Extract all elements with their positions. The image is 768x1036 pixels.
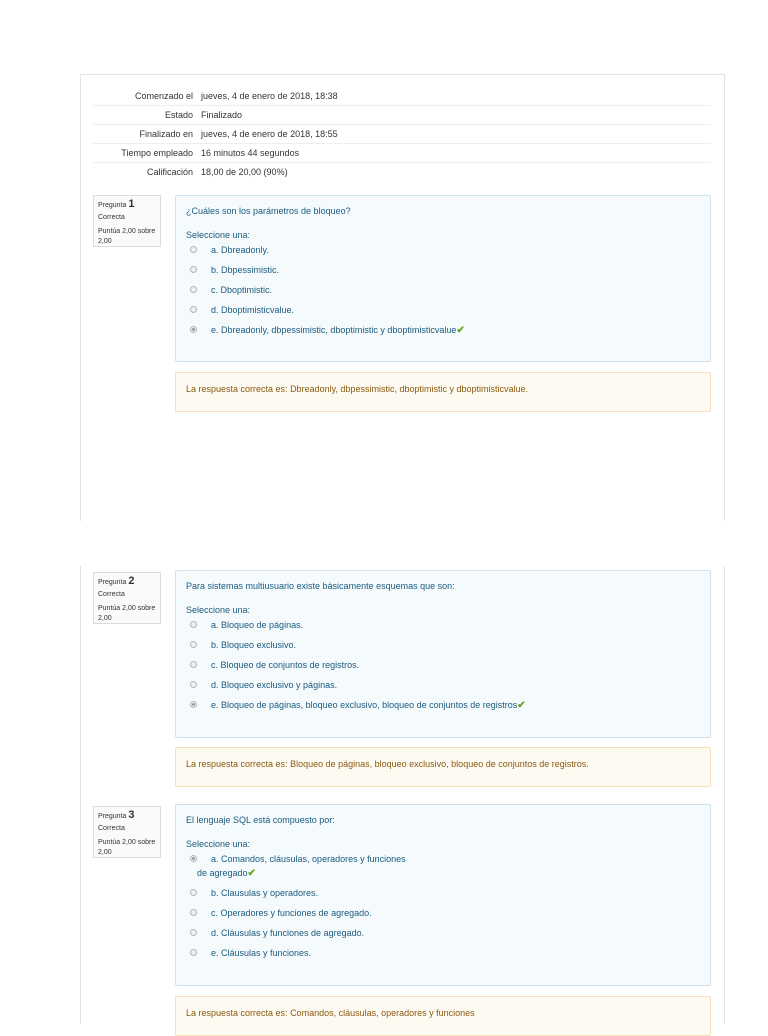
option-label: c. Operadores y funciones de agregado. (211, 908, 372, 918)
option-label: c. Bloqueo de conjuntos de registros. (211, 660, 360, 670)
summary-row-grade (93, 163, 711, 181)
summary-label: Estado (164, 110, 193, 120)
question-number: 3 (128, 809, 135, 821)
question-3-info (93, 806, 161, 858)
question-3-feedback (175, 996, 711, 1036)
question-3-box (175, 804, 711, 986)
answer-option-selected[interactable] (186, 853, 700, 887)
summary-row-time-taken (93, 144, 711, 163)
answer-option[interactable] (186, 264, 700, 284)
radio-button[interactable] (190, 306, 197, 313)
option-label: e. Bloqueo de páginas, bloqueo exclusivo, bloqueo de conjuntos de registros (211, 700, 518, 710)
summary-value: Finalizado (201, 110, 243, 120)
question-state: Correcta (98, 214, 125, 221)
correct-check-icon: ✔ (456, 325, 465, 336)
summary-row-started (93, 87, 711, 106)
radio-button[interactable] (190, 621, 197, 628)
radio-button[interactable] (190, 246, 197, 253)
radio-button[interactable] (190, 661, 197, 668)
summary-value: jueves, 4 de enero de 2018, 18:38 (201, 91, 338, 101)
radio-button[interactable] (190, 681, 197, 688)
answer-option[interactable] (186, 659, 700, 679)
page-2 (80, 566, 725, 1024)
answer-option[interactable] (186, 927, 700, 947)
radio-button[interactable] (190, 889, 197, 896)
summary-label: Calificación (146, 167, 193, 177)
answer-option[interactable] (186, 619, 700, 639)
answer-option[interactable] (186, 639, 700, 659)
question-text: ¿Cuáles son los parámetros de bloqueo? (186, 206, 351, 216)
radio-button-selected[interactable] (190, 326, 197, 333)
question-mark: Puntúa 2,00 sobre 2,00 (98, 839, 156, 856)
option-label: a. Comandos, cláusulas, operadores y funciones (211, 854, 406, 864)
summary-value: 18,00 de 20,00 (90%) (201, 167, 288, 177)
radio-button[interactable] (190, 286, 197, 293)
question-mark: Puntúa 2,00 sobre 2,00 (98, 605, 156, 622)
option-label: b. Dbpessimistic. (211, 265, 280, 275)
question-text: Para sistemas multiusuario existe básicamente esquemas que son: (186, 581, 455, 591)
answer-option[interactable] (186, 244, 700, 264)
feedback-answer: Dbreadonly, dbpessimistic, dboptimistic y dboptimisticvalue. (290, 384, 528, 394)
question-label: Pregunta (98, 813, 127, 820)
question-state: Correcta (98, 591, 125, 598)
feedback-answer: Comandos, cláusulas, operadores y funciones (290, 1008, 475, 1018)
summary-label: Comenzado el (134, 91, 193, 101)
option-label: b. Bloqueo exclusivo. (211, 640, 297, 650)
question-mark: Puntúa 2,00 sobre 2,00 (98, 228, 156, 245)
feedback-answer: Bloqueo de páginas, bloqueo exclusivo, bloqueo de conjuntos de registros. (290, 759, 589, 769)
answer-option[interactable] (186, 947, 700, 967)
answer-prompt: Seleccione una: (186, 605, 251, 615)
feedback-prefix: La respuesta correcta es: (186, 384, 291, 394)
summary-label: Finalizado en (139, 129, 193, 139)
radio-button[interactable] (190, 929, 197, 936)
question-state: Correcta (98, 825, 125, 832)
answer-option[interactable] (186, 284, 700, 304)
question-number: 2 (128, 575, 135, 587)
question-1-info (93, 195, 161, 247)
radio-button[interactable] (190, 909, 197, 916)
option-label: a. Dbreadonly. (211, 245, 269, 255)
answer-option[interactable] (186, 887, 700, 907)
answer-option-selected[interactable] (186, 324, 700, 344)
answer-option[interactable] (186, 304, 700, 324)
answer-option[interactable] (186, 907, 700, 927)
summary-value: 16 minutos 44 segundos (201, 148, 300, 158)
feedback-prefix: La respuesta correcta es: (186, 1008, 291, 1018)
radio-button[interactable] (190, 266, 197, 273)
summary-row-state (93, 106, 711, 125)
summary-row-finished (93, 125, 711, 144)
question-label: Pregunta (98, 579, 127, 586)
option-label: d. Dboptimisticvalue. (211, 305, 295, 315)
radio-button-selected[interactable] (190, 701, 197, 708)
option-label: b. Clausulas y operadores. (211, 888, 319, 898)
question-number: 1 (128, 198, 135, 210)
option-label: e. Cláusulas y funciones. (211, 948, 312, 958)
radio-button[interactable] (190, 641, 197, 648)
summary-label: Tiempo empleado (121, 148, 193, 158)
radio-button[interactable] (190, 949, 197, 956)
summary-value: jueves, 4 de enero de 2018, 18:55 (201, 129, 338, 139)
answer-prompt: Seleccione una: (186, 230, 251, 240)
question-2-info (93, 572, 161, 624)
answer-prompt: Seleccione una: (186, 839, 251, 849)
option-label: e. Dbreadonly, dbpessimistic, dboptimistic y dboptimisticvalue (211, 325, 457, 335)
option-label: d. Bloqueo exclusivo y páginas. (211, 680, 338, 690)
option-label-continuation: de agregado (197, 868, 248, 878)
answer-option-selected[interactable] (186, 699, 700, 719)
option-label: c. Dboptimistic. (211, 285, 273, 295)
question-1-feedback (175, 372, 711, 412)
option-label: a. Bloqueo de páginas. (211, 620, 304, 630)
attempt-summary-table (93, 87, 711, 181)
radio-button-selected[interactable] (190, 855, 197, 862)
correct-check-icon: ✔ (517, 700, 526, 711)
correct-check-icon: ✔ (247, 868, 256, 879)
answer-option[interactable] (186, 679, 700, 699)
question-2-feedback (175, 747, 711, 787)
page-1 (80, 74, 725, 521)
option-label: d. Cláusulas y funciones de agregado. (211, 928, 365, 938)
question-text: El lenguaje SQL está compuesto por: (186, 815, 335, 825)
feedback-prefix: La respuesta correcta es: (186, 759, 291, 769)
question-1-box (175, 195, 711, 362)
question-label: Pregunta (98, 202, 127, 209)
question-2-box (175, 570, 711, 738)
